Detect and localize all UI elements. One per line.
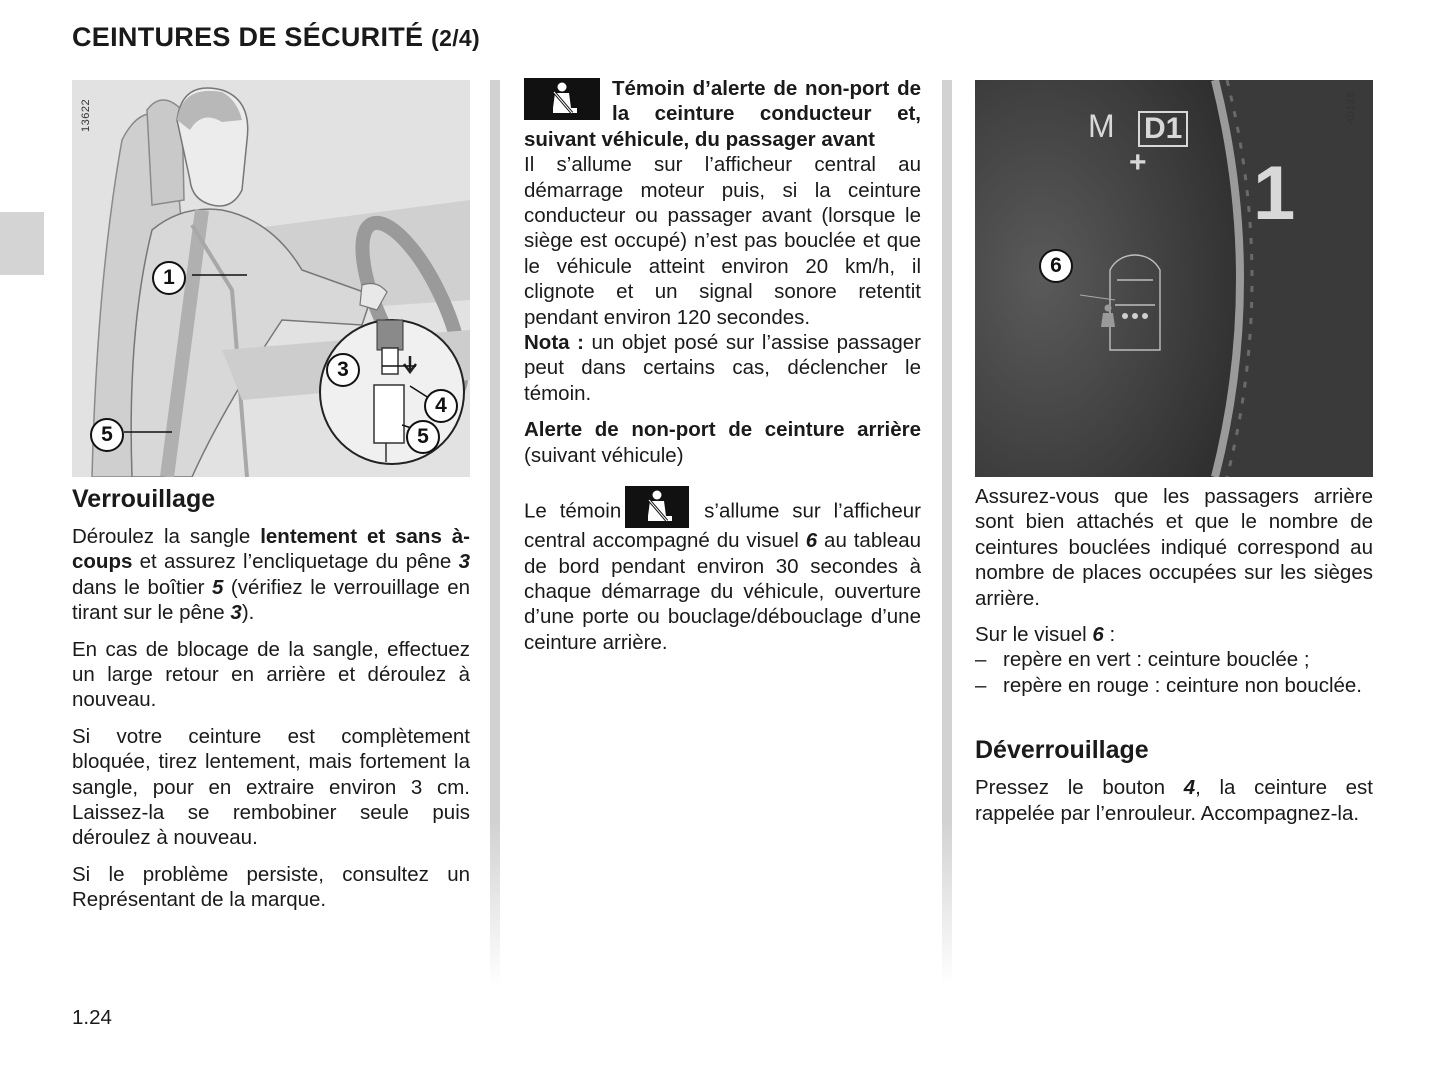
chapter-tab — [0, 212, 44, 275]
paragraph: Pressez le bouton 4, la ceinture est rappelée par l’enrouleur. Accompagnez-la. — [975, 776, 1374, 825]
section-heading-verrouillage: Verrouillage — [72, 485, 216, 513]
callout-5: 5 — [90, 418, 124, 452]
seatbelt-warning-icon — [524, 78, 600, 120]
warning-title: Témoin d’alerte de non-port de la ceinture conducteur et, suivant véhicule, du passager avant — [524, 77, 921, 151]
figure-code: 13622 — [80, 98, 92, 132]
visual-legend-list — [975, 647, 1373, 698]
seatbelt-warning-icon — [625, 486, 689, 528]
column-divider — [490, 80, 500, 985]
paragraph: Déroulez la sangle lentement et sans à-coups et assurez l’encliquetage du pêne 3 dans le boîtier 5 (vérifiez le verrouillage en tirant sur le pêne 3). — [72, 525, 470, 625]
callout-5-inset: 5 — [406, 420, 440, 454]
figure-code: 40128 — [1345, 90, 1357, 124]
right-column — [975, 484, 1373, 826]
paragraph: Si votre ceinture est complètement bloquée, tirez lentement, mais fortement la sangle, pour en extraire environ 3 cm. Laissez-la se rembobiner seule puis déroulez à nouveau. — [72, 724, 470, 850]
paragraph: Assurez-vous que les passagers arrière sont bien attachés et que le nombre de ceintures bouclées indiqué correspond au nombre de places occupées sur les sièges arrière. — [975, 485, 1373, 610]
paragraph: Nota : un objet posé sur l’assise passager peut dans certains cas, déclencher le témoin. — [524, 331, 921, 405]
callout-6: 6 — [1039, 249, 1073, 283]
section-heading-deverrouillage: Déverrouillage — [975, 736, 1149, 765]
paragraph: Si le problème persiste, consultez un Représentant de la marque. — [72, 862, 470, 912]
display-plus: + — [1129, 146, 1147, 179]
callout-3: 3 — [326, 353, 360, 387]
paragraph: Sur le visuel 6 : — [975, 623, 1116, 647]
list-item: – repère en vert : ceinture bouclée ; — [975, 648, 1310, 672]
seatbelt-locking-illustration — [72, 80, 470, 477]
paragraph: Le témoin s’allume sur l’afficheur central accompagné du visuel 6 au tableau de bord pendant environ 30 secondes à chaque démarrage du véhicule, ouverture d’une porte ou bouclage/débouclage d’une ceinture arrière. — [524, 496, 921, 655]
callout-4: 4 — [424, 389, 458, 423]
list-item: – repère en rouge : ceinture non bouclée. — [975, 673, 1363, 697]
page-title: CEINTURES DE SÉCURITÉ (2/4) — [72, 22, 480, 52]
dashboard-display-illustration — [975, 80, 1373, 477]
display-mode: M — [1088, 108, 1115, 144]
display-gear-box: D1 — [1138, 111, 1188, 147]
display-gear: 1 — [1253, 151, 1296, 236]
middle-column — [524, 76, 921, 655]
column-divider — [942, 80, 952, 985]
paragraph: En cas de blocage de la sangle, effectuez un large retour en arrière et déroulez à nouveau. — [72, 637, 470, 712]
page-number: 1.24 — [72, 1006, 112, 1029]
left-column — [72, 484, 470, 913]
rear-alert-heading: Alerte de non-port de ceinture arrière (suivant véhicule) — [524, 418, 921, 467]
callout-1: 1 — [152, 261, 186, 295]
paragraph: Il s’allume sur l’afficheur central au démarrage moteur puis, si la ceinture conducteur ou passager avant (lorsque le siège est occupé) n’est pas bouclée et que le véhicule atteint environ 20 km/h, il clignote et un signal sonore retentit pendant environ 120 secondes. — [524, 153, 921, 329]
